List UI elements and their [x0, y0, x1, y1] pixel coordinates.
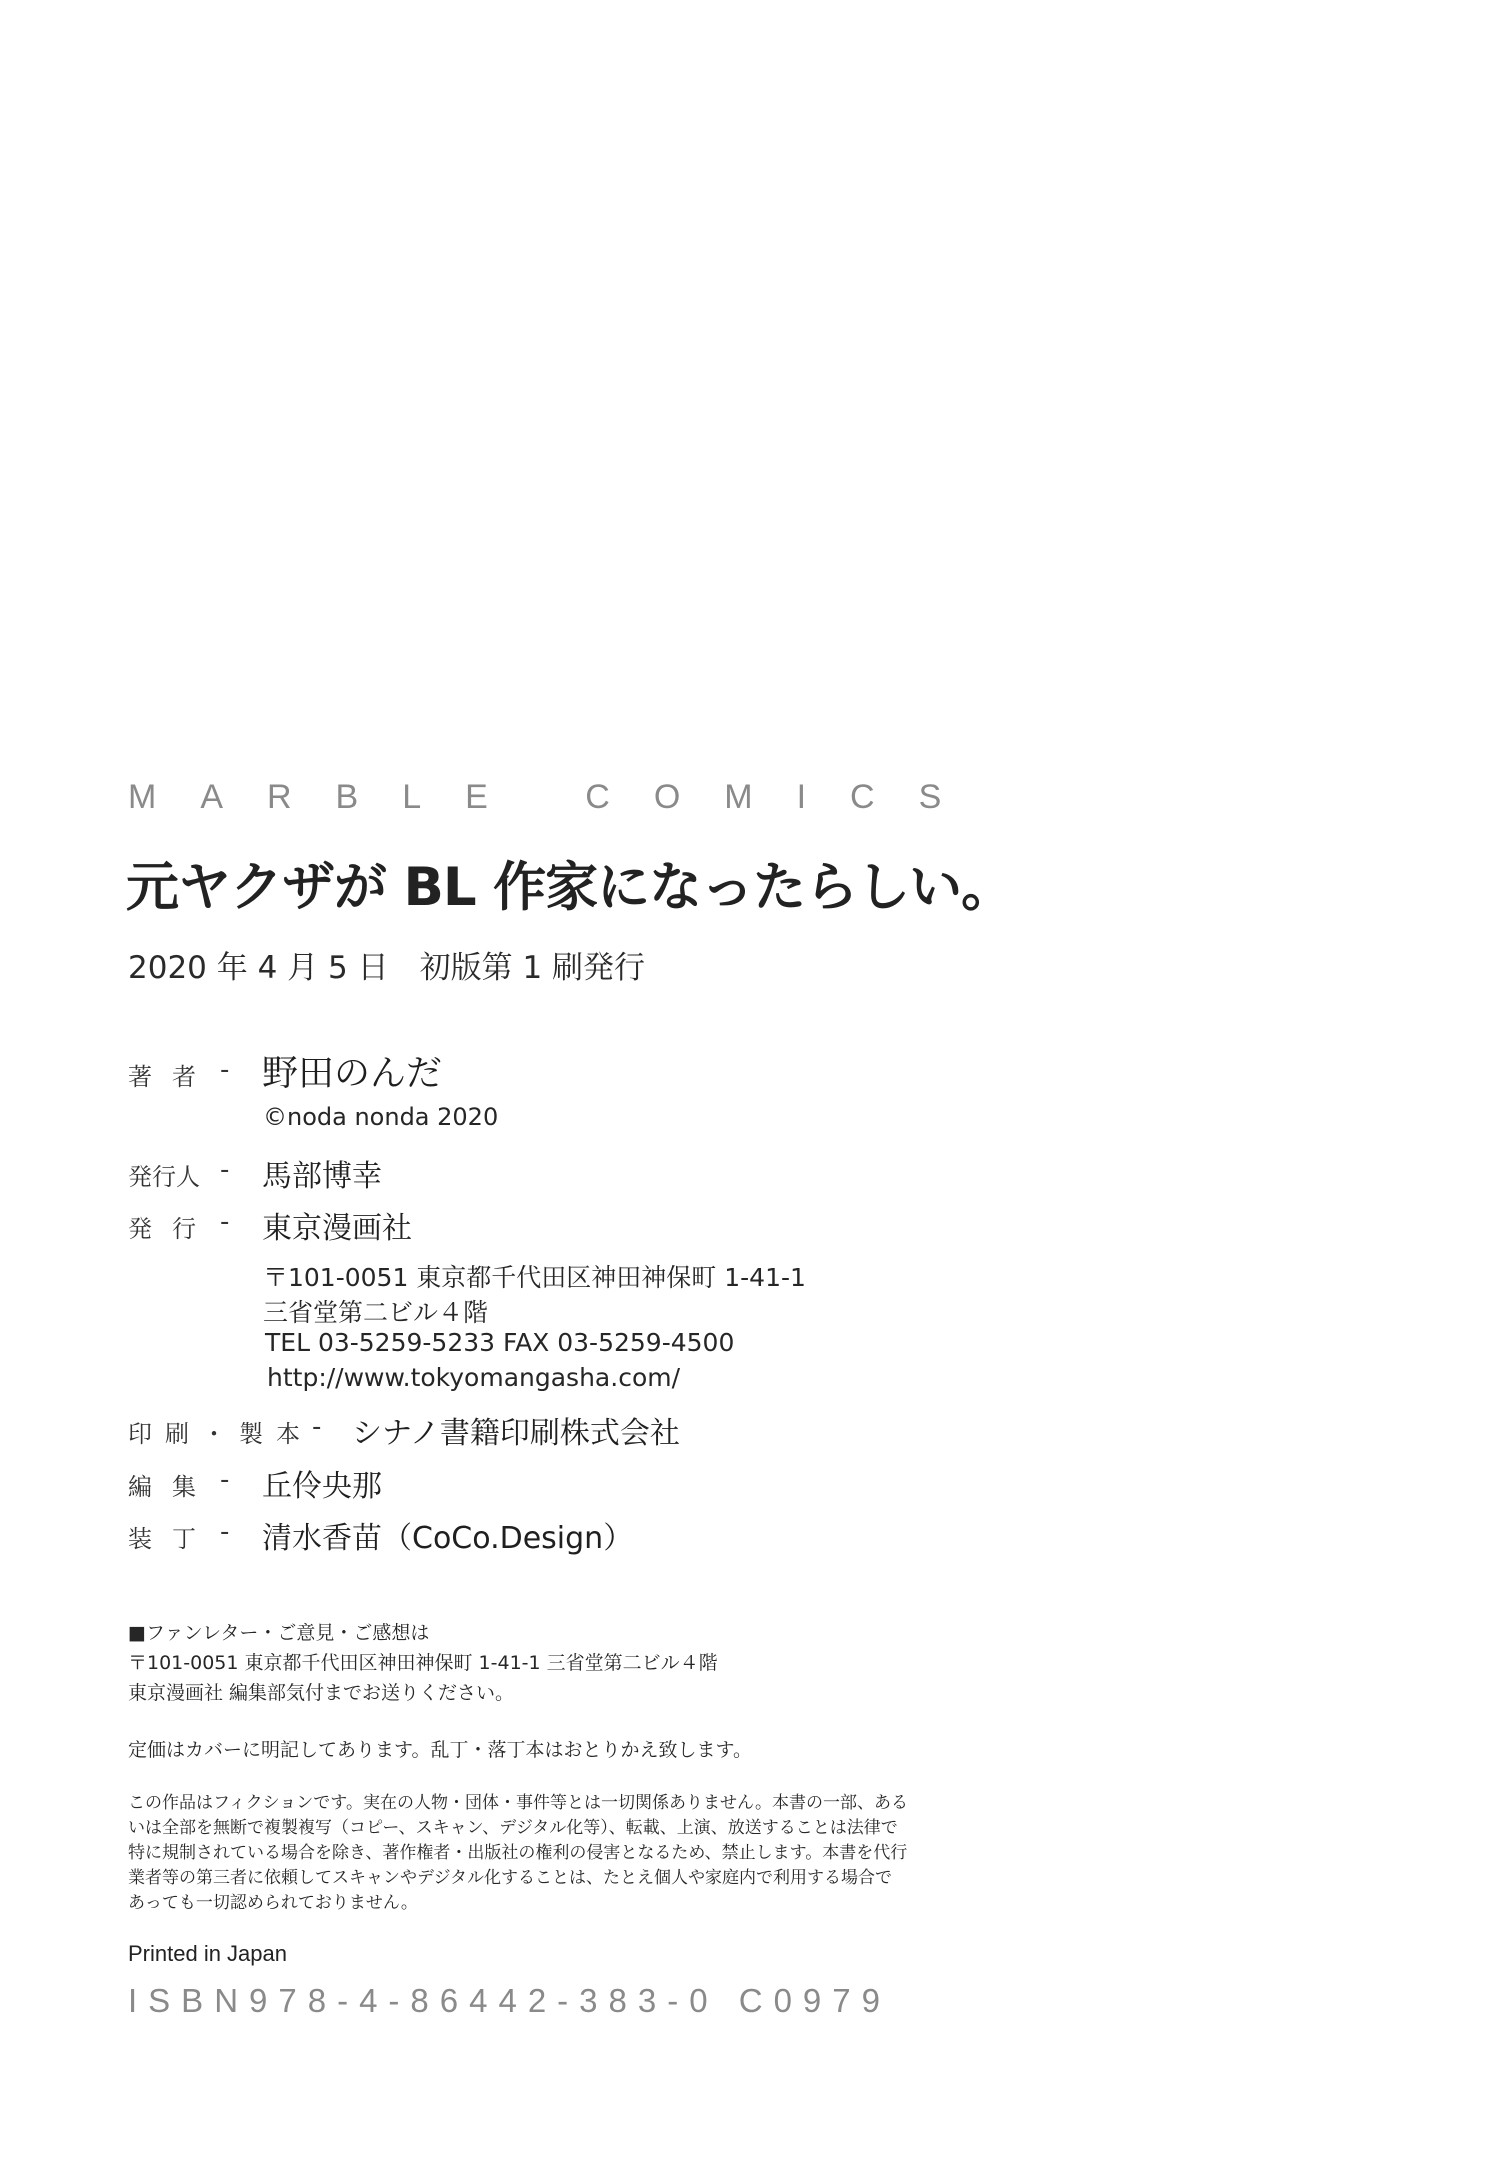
designer-name: 清水香苗（CoCo.Design）: [262, 1521, 634, 1556]
author-dash: -: [220, 1055, 230, 1085]
fan-letter-destination: 東京漫画社 編集部気付までお送りください。: [128, 1682, 515, 1704]
editor-label: 編集: [128, 1473, 216, 1501]
editor-dash: -: [220, 1465, 230, 1495]
author-name: 野田のんだ: [262, 1053, 443, 1094]
author-label: 著者: [128, 1063, 216, 1091]
fan-letter-heading: ■ファンレター・ご意見・ご感想は: [128, 1622, 430, 1644]
publisher-phone-fax: TEL 03-5259-5233 FAX 03-5259-4500: [265, 1328, 735, 1357]
publisher-label: 発行: [128, 1215, 216, 1243]
printer-name: シナノ書籍印刷株式会社: [352, 1416, 680, 1451]
printing-dash: -: [312, 1412, 322, 1442]
fan-letter-address: 〒101-0051 東京都千代田区神田神保町 1-41-1 三省堂第二ビル４階: [128, 1652, 718, 1674]
isbn-code: ISBN978-4-86442-383-0 C0979: [128, 1982, 891, 2019]
publisher-address-line: 〒101-0051 東京都千代田区神田神保町 1-41-1: [263, 1263, 806, 1292]
price-note: 定価はカバーに明記してあります。乱丁・落丁本はおとりかえ致します。: [128, 1739, 752, 1761]
publisher-address-line: 三省堂第二ビル４階: [263, 1298, 489, 1327]
copyright-notice: この作品はフィクションです。実在の人物・団体・事件等とは一切関係ありません。本書の一部、あるいは全部を無断で複製複写（コピー、スキャン、デジタル化等）、転載、上演、放送することは法律で特に規制されている場合を除き、著作権者・出版社の権利の侵害となるため、禁止します。本書を代行業者等の第三者に依頼してスキャンやデジタル化することは、たとえ個人や家庭内で利用する場合であっても一切認められておりません。: [128, 1793, 908, 1913]
printed-in: Printed in Japan: [128, 1941, 287, 1966]
publisher-dash: -: [220, 1207, 230, 1237]
publisher-person-dash: -: [220, 1155, 230, 1185]
publisher-person-label: 発行人: [128, 1163, 200, 1191]
author-copyright: ©noda nonda 2020: [263, 1103, 499, 1131]
design-dash: -: [220, 1517, 230, 1547]
design-label: 装丁: [128, 1525, 216, 1553]
edition-date: 2020 年 4 月 5 日 初版第 1 刷発行: [128, 950, 646, 986]
publisher-url[interactable]: http://www.tokyomangasha.com/: [267, 1363, 681, 1392]
printing-label: 印刷・製本: [128, 1420, 313, 1448]
publisher-person-name: 馬部博幸: [262, 1159, 382, 1194]
publisher-name: 東京漫画社: [262, 1211, 412, 1246]
imprint-label: MARBLE COMICS: [128, 778, 986, 816]
editor-name: 丘伶央那: [262, 1469, 382, 1504]
book-title: 元ヤクザが BL 作家になったらしい。: [126, 857, 1014, 918]
